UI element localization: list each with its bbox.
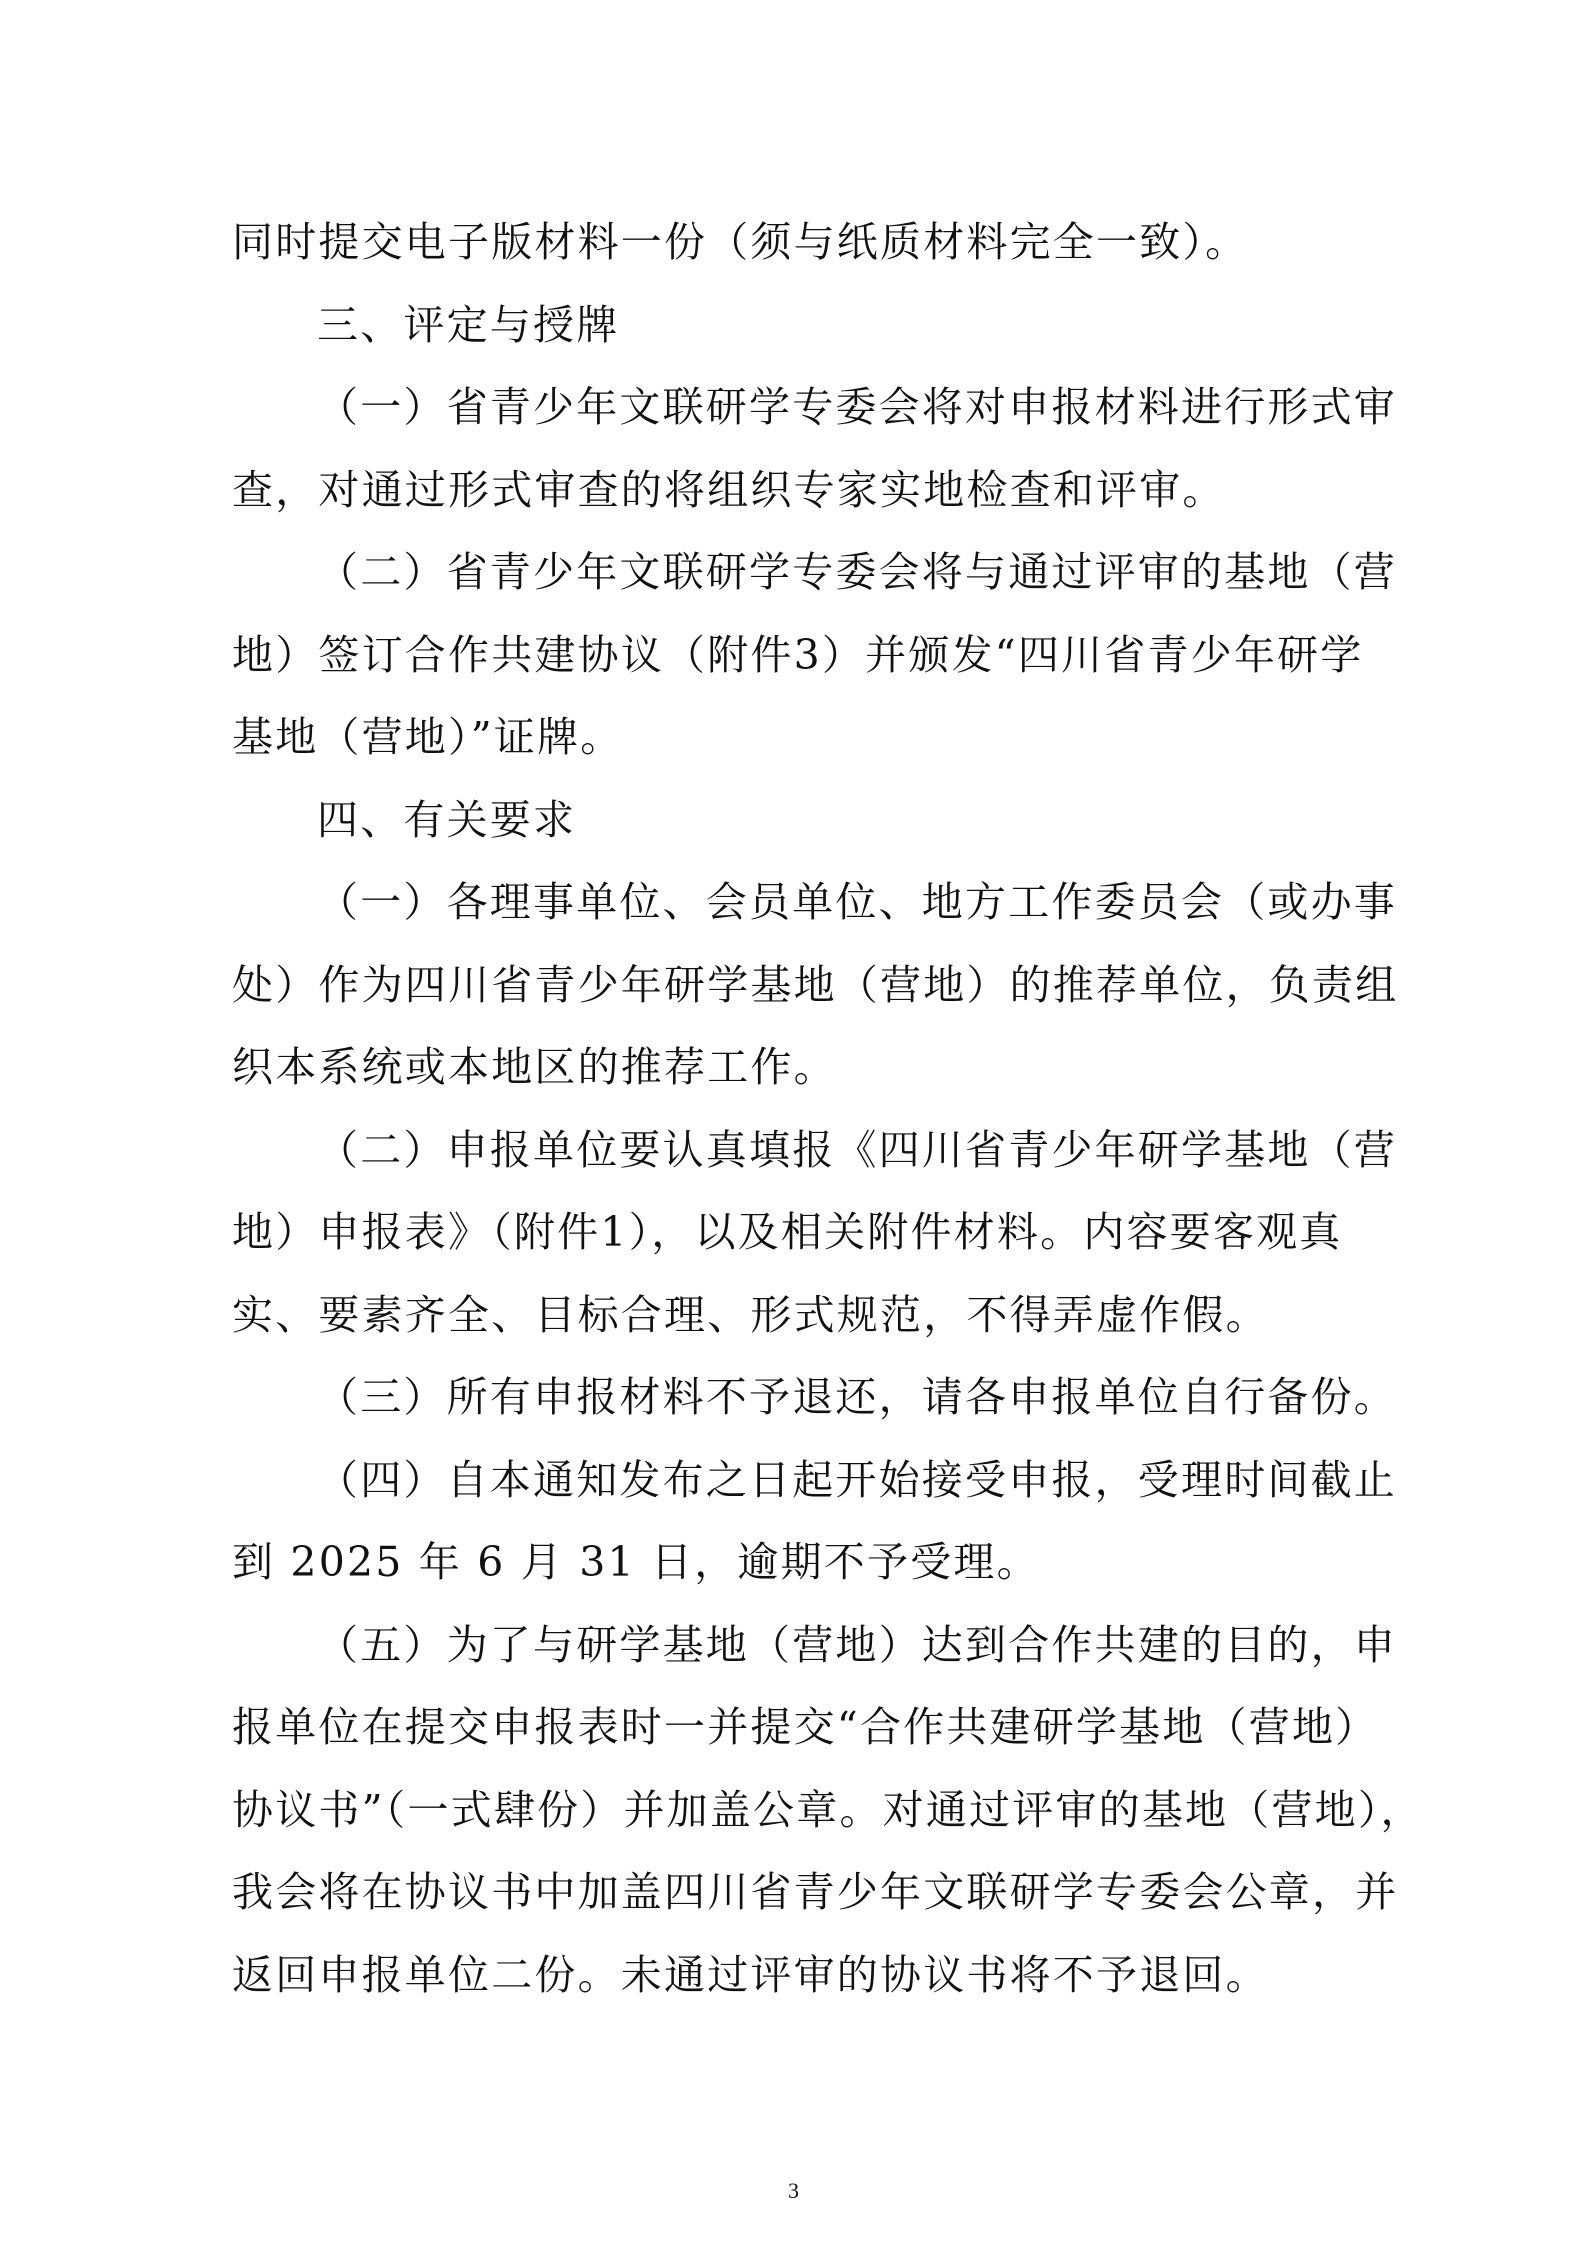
text-line: 处）作为四川省青少年研学基地（营地）的推荐单位，负责组 <box>232 961 1399 1009</box>
text-line: （二）省青少年文联研学专委会将与通过评审的基地（营 <box>317 548 1397 596</box>
text-line: 织本系统或本地区的推荐工作。 <box>232 1043 837 1091</box>
section-heading: 三、评定与授牌 <box>317 301 620 349</box>
text-line: 基地（营地）”证牌。 <box>232 713 624 761</box>
text-line: 地）申报表》（附件1），以及相关附件材料。内容要客观真 <box>232 1208 1343 1256</box>
text-line: （一）省青少年文联研学专委会将对申报材料进行形式审 <box>317 383 1397 431</box>
text-line: 查，对通过形式审查的将组织专家实地检查和评审。 <box>232 466 1226 514</box>
text-line: （一）各理事单位、会员单位、地方工作委员会（或办事 <box>317 878 1397 926</box>
text-line: 返回申报单位二份。未通过评审的协议书将不予退回。 <box>232 1951 1269 1999</box>
text-line: （四）自本通知发布之日起开始接受申报，受理时间截止 <box>317 1456 1397 1504</box>
text-line: 到 2025 年 6 月 31 日，逾期不予受理。 <box>232 1538 1040 1586</box>
text-line: 同时提交电子版材料一份（须与纸质材料完全一致）。 <box>232 218 1249 266</box>
section-heading: 四、有关要求 <box>317 796 577 844</box>
text-line: 我会将在协议书中加盖四川省青少年文联研学专委会公章，并 <box>232 1868 1399 1916</box>
text-line: 地）签订合作共建协议（附件3）并颁发“四川省青少年研学 <box>232 631 1364 679</box>
page-number: 3 <box>788 2178 799 2203</box>
text-line: 报单位在提交申报表时一并提交“合作共建研学基地（营地） <box>232 1703 1379 1751</box>
text-line: （三）所有申报材料不予退还，请各申报单位自行备份。 <box>317 1373 1397 1421</box>
text-line: 实、要素齐全、目标合理、形式规范，不得弄虚作假。 <box>232 1291 1269 1339</box>
text-line: （二）申报单位要认真填报《四川省青少年研学基地（营 <box>317 1126 1397 1174</box>
text-line: 协议书”（一式肆份）并加盖公章。对通过评审的基地（营地）， <box>232 1786 1424 1834</box>
text-line: （五）为了与研学基地（营地）达到合作共建的目的，申 <box>317 1621 1397 1669</box>
